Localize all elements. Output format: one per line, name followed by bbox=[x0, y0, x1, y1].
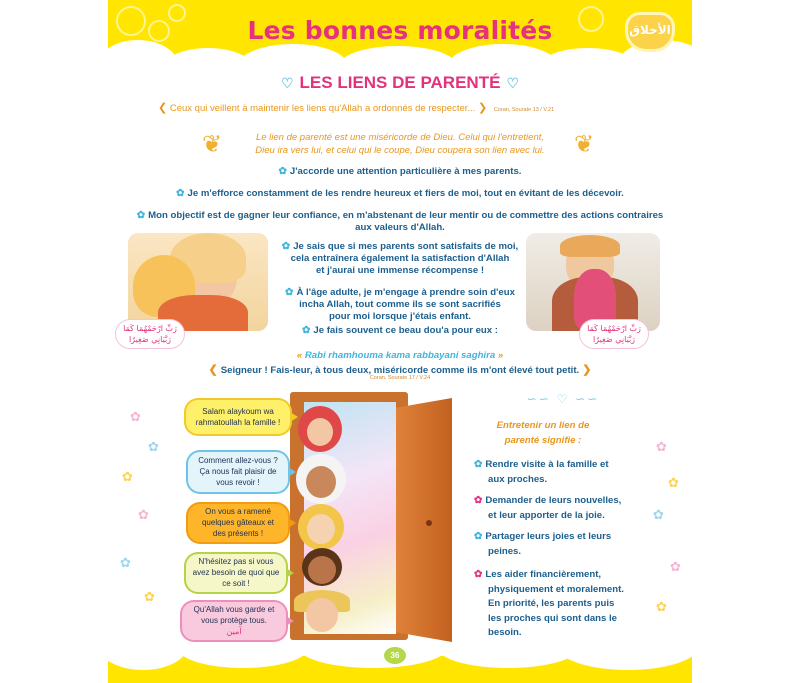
speech-line: des présents ! bbox=[212, 529, 264, 538]
right-list-item bbox=[474, 494, 664, 523]
star-bullet-icon: ✿ bbox=[474, 459, 483, 470]
speech-bubble bbox=[186, 554, 286, 592]
quran-quote bbox=[158, 101, 658, 114]
quran-quote-text: Ceux qui veillent à maintenir les liens qu'Allah a ordonnés de respecter... bbox=[169, 103, 476, 114]
child-face bbox=[307, 514, 335, 544]
right-list-text: besoin. bbox=[488, 627, 522, 638]
speech-line: Salam alaykoum wa bbox=[202, 407, 274, 416]
right-heading-line: Entretenir un lien de bbox=[496, 420, 590, 431]
right-list-text: En priorité, les parents puis bbox=[488, 598, 615, 609]
right-list-item bbox=[474, 458, 664, 487]
flower-decoration-icon: ✿ bbox=[130, 410, 141, 425]
flower-decoration-icon: ✿ bbox=[122, 470, 133, 485]
bullet-item bbox=[276, 287, 524, 323]
arabic-dua-line: رَبِّ ارْحَمْهُمَا كَمَا bbox=[587, 324, 641, 333]
ornament-left-icon: ❦ bbox=[202, 130, 223, 158]
bullet-text-continuation: aux valeurs d'Allah. bbox=[355, 222, 445, 233]
right-list-item bbox=[474, 568, 664, 641]
star-bullet-icon: ✿ bbox=[474, 531, 483, 542]
bullet-text: cela entraînera également la satisfaction d'Allah bbox=[290, 253, 510, 264]
door-leaf bbox=[396, 398, 452, 642]
bullet-text: J'accorde une attention particulière à mes parents. bbox=[289, 166, 522, 177]
wave-heart-ornament: ∽∽ ♡ ∽∽ bbox=[526, 392, 600, 406]
flower-decoration-icon: ✿ bbox=[668, 476, 679, 491]
child-face bbox=[307, 418, 333, 446]
speech-line: Qu'Allah vous garde et bbox=[193, 605, 275, 614]
speech-bubble bbox=[182, 602, 286, 640]
bullet-item bbox=[108, 166, 692, 178]
speech-line: vous protège tous. bbox=[201, 616, 267, 625]
heart-icon: ♡ bbox=[280, 75, 294, 92]
speech-line: avez besoin de quoi que bbox=[192, 568, 280, 577]
quran-quote-reference: Coran, Sourate 13 / V.21 bbox=[493, 107, 555, 113]
right-heading-line: parenté signifie : bbox=[504, 435, 582, 446]
bullet-text: Je m'efforce constamment de les rendre heureux et fiers de moi, tout en évitant de les décevoir. bbox=[187, 188, 624, 199]
speech-line: ce soit ! bbox=[222, 579, 250, 588]
right-list-text: physiquement et moralement. bbox=[488, 583, 624, 595]
speech-bubble bbox=[186, 400, 290, 434]
bullet-item bbox=[108, 188, 692, 200]
speech-line: vous revoir ! bbox=[216, 478, 260, 487]
hadith-line: Dieu ira vers lui, et celui qui le coupe, Dieu coupera son lien avec lui. bbox=[255, 145, 545, 156]
child-face bbox=[306, 466, 336, 498]
bullet-item bbox=[276, 241, 524, 277]
bullet-text: Mon objectif est de gagner leur confiance, en m'abstenant de leur mentir ou de commettre des actions contraires bbox=[148, 210, 664, 221]
child-face bbox=[306, 598, 338, 632]
speech-line: Comment allez-vous ? bbox=[198, 456, 278, 465]
bullet-text: et j'aurai une immense récompense ! bbox=[315, 265, 485, 276]
speech-line: N'hésitez pas si vous bbox=[198, 557, 274, 566]
ornament-icon: ❮ bbox=[208, 364, 221, 376]
illustration-child-hugging-mother bbox=[128, 233, 268, 331]
bullet-item bbox=[108, 210, 692, 222]
arabic-dua-line: رَبِّ ارْحَمْهُمَا كَمَا bbox=[123, 324, 177, 333]
father-turban bbox=[560, 235, 620, 257]
speech-bubble bbox=[188, 504, 288, 542]
star-bullet-icon: ✿ bbox=[281, 241, 291, 252]
ornament-right-icon: ❦ bbox=[574, 130, 595, 158]
bullet-item bbox=[276, 325, 524, 337]
speech-bubble bbox=[188, 452, 288, 492]
right-list-text: les proches qui sont dans le bbox=[488, 612, 618, 624]
hadith-block bbox=[108, 131, 692, 157]
speech-line: quelques gâteaux et bbox=[201, 518, 275, 527]
speech-line: Ça nous fait plaisir de bbox=[199, 467, 277, 476]
speech-line: rahmatoullah la famille ! bbox=[195, 418, 281, 427]
flower-decoration-icon: ✿ bbox=[653, 508, 664, 523]
flower-decoration-icon: ✿ bbox=[144, 590, 155, 605]
bullet-text: Je sais que si mes parents sont satisfaits de moi, bbox=[293, 241, 519, 252]
right-list-text: peines. bbox=[488, 545, 522, 557]
star-bullet-icon: ✿ bbox=[474, 495, 483, 506]
star-bullet-icon: ✿ bbox=[301, 325, 311, 336]
child-face bbox=[308, 556, 336, 584]
right-list-text: Rendre visite à la famille et bbox=[485, 459, 609, 470]
star-bullet-icon: ✿ bbox=[176, 188, 185, 199]
ornament-icon: ❯ bbox=[579, 364, 592, 376]
bullet-text: Je fais souvent ce beau dou'a pour eux : bbox=[313, 325, 498, 336]
bullet-text: pour moi lorsque j'étais enfant. bbox=[329, 311, 471, 322]
hadith-line: Le lien de parenté est une miséricorde de Dieu. Celui qui l'entretient, bbox=[255, 132, 545, 143]
dua-reference: Coran, Sourate 17 / V.24 bbox=[369, 375, 431, 381]
right-column-heading bbox=[484, 418, 602, 448]
star-bullet-icon: ✿ bbox=[278, 166, 287, 177]
right-list-item bbox=[474, 530, 664, 559]
flower-decoration-icon: ✿ bbox=[120, 556, 131, 571]
chapter-badge bbox=[628, 15, 672, 49]
right-list-text: Les aider financièrement, bbox=[485, 569, 602, 580]
flower-decoration-icon: ✿ bbox=[656, 440, 667, 455]
flower-decoration-icon: ✿ bbox=[148, 440, 159, 455]
dua-transliteration: « Rabi rhamhouma kama rabbayani saghira » bbox=[296, 350, 504, 361]
arabic-dua-line: رَبَّيَانِي صَغِيرًا bbox=[592, 335, 636, 344]
heart-icon: ♡ bbox=[506, 75, 519, 92]
star-bullet-icon: ✿ bbox=[136, 210, 146, 221]
star-bullet-icon: ✿ bbox=[474, 569, 483, 580]
right-list-text: Partager leurs joies et leurs bbox=[485, 531, 612, 542]
ornament-icon: ❮ bbox=[158, 102, 168, 114]
dua-transliteration-text: Rabi rhamhouma kama rabbayani saghira bbox=[304, 350, 496, 361]
flower-decoration-icon: ✿ bbox=[670, 560, 681, 575]
dua-translation-text: Seigneur ! Fais-leur, à tous deux, miséricorde comme ils m'ont élevé tout petit. bbox=[220, 365, 580, 376]
right-list-text: et leur apporter de la joie. bbox=[488, 509, 605, 521]
right-list-text: Demander de leurs nouvelles, bbox=[485, 495, 622, 506]
arabic-dua-bubble bbox=[116, 320, 184, 348]
illustration-son-hugging-father bbox=[526, 233, 660, 331]
bullet-text: incha Allah, tout comme ils se sont sacrifiés bbox=[299, 299, 501, 310]
speech-line: آمين bbox=[226, 627, 242, 636]
flower-decoration-icon: ✿ bbox=[138, 508, 149, 523]
page-title: Les bonnes moralités bbox=[247, 16, 553, 45]
ornament-icon: ❯ bbox=[477, 102, 488, 114]
star-bullet-icon: ✿ bbox=[285, 287, 294, 298]
bullet-text: À l'âge adulte, je m'engage à prendre soin d'eux bbox=[296, 287, 515, 298]
flower-decoration-icon: ✿ bbox=[656, 600, 667, 615]
section-title-text: LES LIENS DE PARENTÉ bbox=[299, 73, 501, 92]
book-page bbox=[108, 0, 692, 683]
right-list-text: aux proches. bbox=[488, 473, 548, 485]
arabic-dua-line: رَبَّيَانِي صَغِيرًا bbox=[128, 335, 172, 344]
arabic-dua-bubble bbox=[580, 320, 648, 348]
page-number: 36 bbox=[384, 647, 406, 664]
speech-line: On vous a ramené bbox=[205, 507, 271, 516]
section-title bbox=[108, 73, 692, 93]
door-knob bbox=[426, 520, 432, 526]
chapter-badge-label: الأخلاق bbox=[629, 23, 671, 37]
